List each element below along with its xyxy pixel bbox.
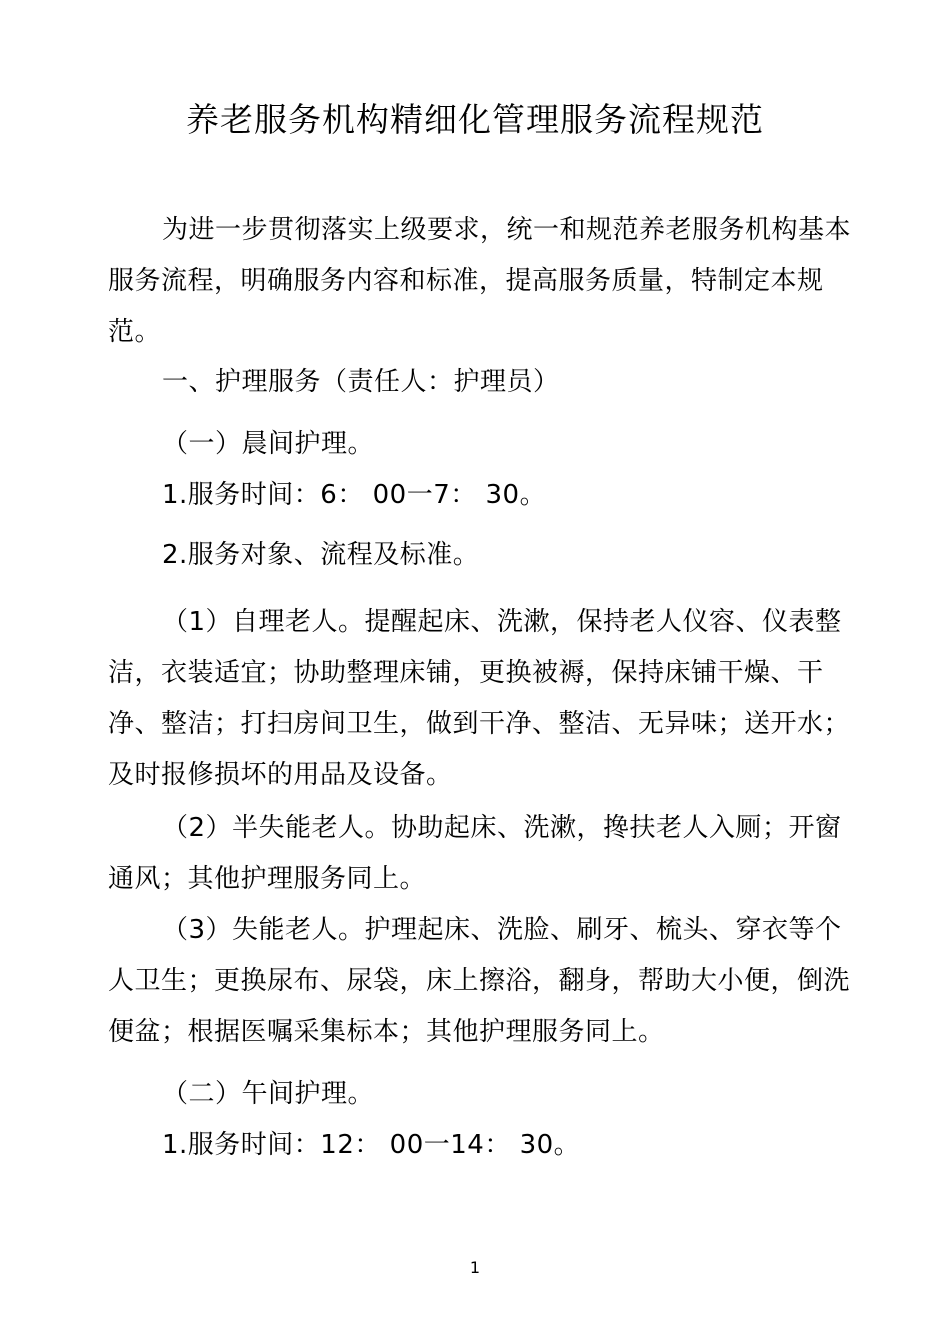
noon-service-time: 1.服务时间：12： 00一14： 30。 [162,1130,581,1160]
item-self-care-elderly: （1）自理老人。提醒起床、洗漱，保持老人仪容、仪表整洁，衣装适宜；协助整理床铺，更换被褥，保持床铺干燥、干净、整洁；打扫房间卫生，做到干净、整洁、无异味；送开水；及时报修损坏的用品及设备。 [108,607,851,790]
morning-service-time: 1.服务时间：6： 00一7： 30。 [162,480,547,510]
page-number: 1 [469,1258,481,1277]
subsection-heading-noon: （二）午间护理。 [162,1079,375,1109]
section-heading-nursing: 一、护理服务（责任人：护理员） [162,367,560,397]
document-title: 养老服务机构精细化管理服务流程规范 [186,100,764,139]
morning-service-objects: 2.服务对象、流程及标准。 [162,540,480,570]
item-semi-disabled-elderly: （2）半失能老人。协助起床、洗漱，搀扶老人入厕；开窗通风；其他护理服务同上。 [108,813,842,894]
intro-paragraph: 为进一步贯彻落实上级要求，统一和规范养老服务机构基本服务流程，明确服务内容和标准，提高服务质量，特制定本规范。 [108,215,852,347]
item-disabled-elderly: （3）失能老人。护理起床、洗脸、刷牙、梳头、穿衣等个人卫生；更换尿布、尿袋，床上擦浴，翻身，帮助大小便，倒洗便盆；根据医嘱采集标本；其他护理服务同上。 [108,915,851,1047]
subsection-heading-morning: （一）晨间护理。 [162,429,375,459]
